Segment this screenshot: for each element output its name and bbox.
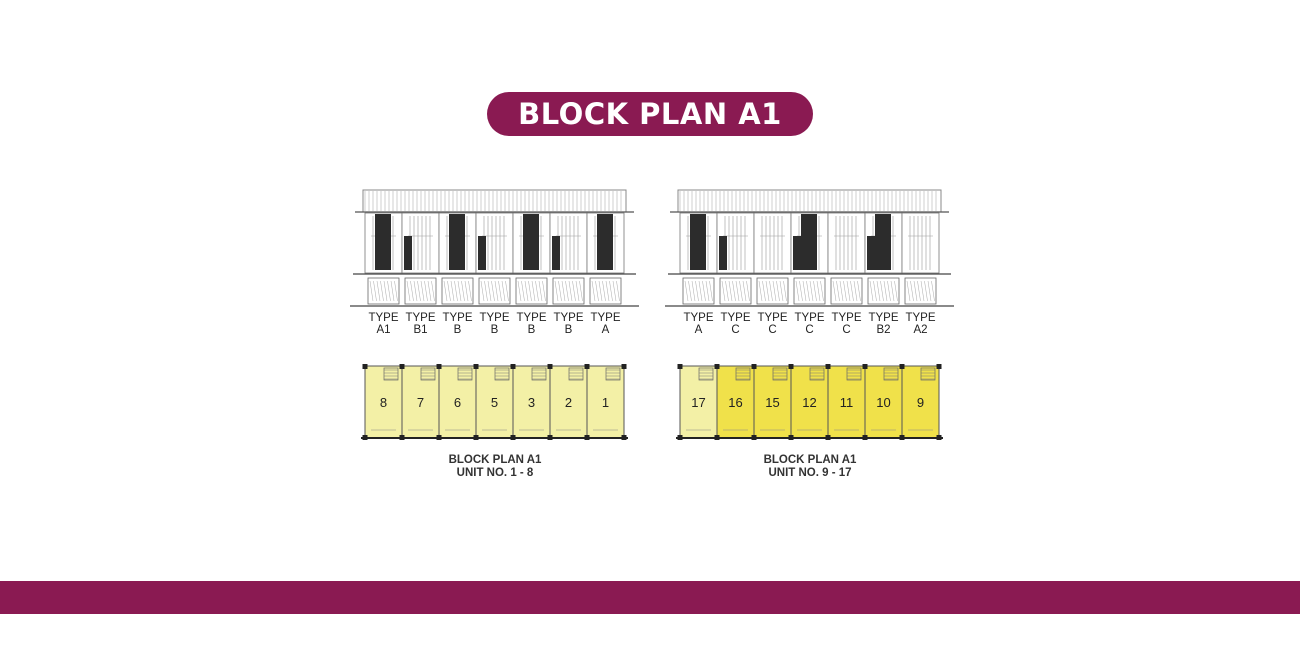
caption-units: UNIT NO. 9 - 17	[768, 467, 852, 479]
unit-number: 15	[765, 395, 780, 410]
type-code: A	[694, 324, 703, 336]
type-code: C	[805, 324, 814, 336]
unit-type-label	[438, 312, 478, 336]
unit-type-label	[512, 312, 552, 336]
floor-plan	[361, 364, 628, 440]
type-word: TYPE	[516, 312, 547, 324]
type-word: TYPE	[405, 312, 436, 324]
unit-number: 9	[916, 395, 925, 410]
unit-number: 6	[453, 395, 462, 410]
column	[400, 364, 405, 369]
facade-bay	[828, 213, 865, 273]
type-word: TYPE	[683, 312, 714, 324]
type-code: B	[490, 324, 499, 336]
unit-type-label	[753, 312, 793, 336]
dark-glazing	[719, 236, 727, 270]
column	[548, 364, 553, 369]
unit-type-labels	[665, 312, 955, 340]
column	[826, 364, 831, 369]
unit-type-label	[679, 312, 719, 336]
roof-outline	[678, 190, 941, 212]
type-code: B	[564, 324, 573, 336]
elevation-drawing	[665, 190, 954, 306]
facade-bay	[754, 213, 791, 273]
type-code: B2	[876, 324, 891, 336]
column	[437, 364, 442, 369]
column	[511, 364, 516, 369]
unit-number: 7	[416, 395, 425, 410]
unit-type-label	[827, 312, 867, 336]
dark-glazing	[552, 236, 560, 270]
elevation-drawing	[350, 190, 639, 306]
column	[363, 364, 368, 369]
unit-number: 3	[527, 395, 536, 410]
unit-type-label	[364, 312, 404, 336]
column	[715, 364, 720, 369]
unit-type-label	[401, 312, 441, 336]
unit-type-label	[549, 312, 589, 336]
unit-number: 12	[802, 395, 817, 410]
dark-glazing	[375, 214, 391, 270]
type-code: C	[731, 324, 740, 336]
unit-number: 10	[876, 395, 891, 410]
unit-number: 16	[728, 395, 743, 410]
unit-type-labels	[350, 312, 640, 340]
type-word: TYPE	[794, 312, 825, 324]
type-code: B1	[413, 324, 428, 336]
type-code: C	[768, 324, 777, 336]
plan-caption	[665, 454, 955, 480]
title-banner	[487, 92, 813, 136]
column	[937, 364, 942, 369]
type-word: TYPE	[590, 312, 621, 324]
block-plan-units-9-17	[665, 186, 955, 491]
column	[863, 364, 868, 369]
unit-number: 11	[839, 395, 854, 410]
column	[900, 364, 905, 369]
column	[474, 364, 479, 369]
type-code: B	[453, 324, 462, 336]
type-word: TYPE	[831, 312, 862, 324]
type-word: TYPE	[442, 312, 473, 324]
unit-type-label	[864, 312, 904, 336]
plan-caption	[350, 454, 640, 480]
unit-number: 5	[490, 395, 499, 410]
dark-glazing	[523, 214, 539, 270]
type-code: A	[601, 324, 610, 336]
dark-glazing	[404, 236, 412, 270]
dark-glazing	[449, 214, 465, 270]
dark-glazing	[801, 214, 817, 270]
floor-plan	[676, 364, 943, 440]
dark-glazing	[875, 214, 891, 270]
column	[585, 364, 590, 369]
unit-type-label	[586, 312, 626, 336]
unit-number: 8	[379, 395, 388, 410]
dark-glazing	[478, 236, 486, 270]
unit-number: 17	[691, 395, 706, 410]
column	[789, 364, 794, 369]
type-word: TYPE	[905, 312, 936, 324]
unit-number: 1	[601, 395, 610, 410]
type-word: TYPE	[757, 312, 788, 324]
dark-glazing	[793, 236, 801, 270]
dark-glazing	[690, 214, 706, 270]
type-word: TYPE	[720, 312, 751, 324]
unit-type-label	[901, 312, 941, 336]
type-code: A2	[913, 324, 928, 336]
dark-glazing	[597, 214, 613, 270]
caption-title: BLOCK PLAN A1	[448, 454, 542, 466]
caption-units: UNIT NO. 1 - 8	[456, 467, 534, 479]
unit-type-label	[716, 312, 756, 336]
type-word: TYPE	[368, 312, 399, 324]
page-title: BLOCK PLAN A1	[518, 97, 782, 131]
column	[622, 364, 627, 369]
type-word: TYPE	[553, 312, 584, 324]
roof-outline	[363, 190, 626, 212]
unit-type-label	[475, 312, 515, 336]
caption-title: BLOCK PLAN A1	[763, 454, 857, 466]
type-word: TYPE	[479, 312, 510, 324]
footer-band	[0, 581, 1300, 614]
facade-bay	[902, 213, 939, 273]
column	[752, 364, 757, 369]
unit-type-label	[790, 312, 830, 336]
type-code: B	[527, 324, 536, 336]
column	[678, 364, 683, 369]
dark-glazing	[867, 236, 875, 270]
unit-number: 2	[564, 395, 573, 410]
type-code: C	[842, 324, 851, 336]
type-code: A1	[376, 324, 391, 336]
type-word: TYPE	[868, 312, 899, 324]
block-plan-units-1-8	[350, 186, 640, 491]
